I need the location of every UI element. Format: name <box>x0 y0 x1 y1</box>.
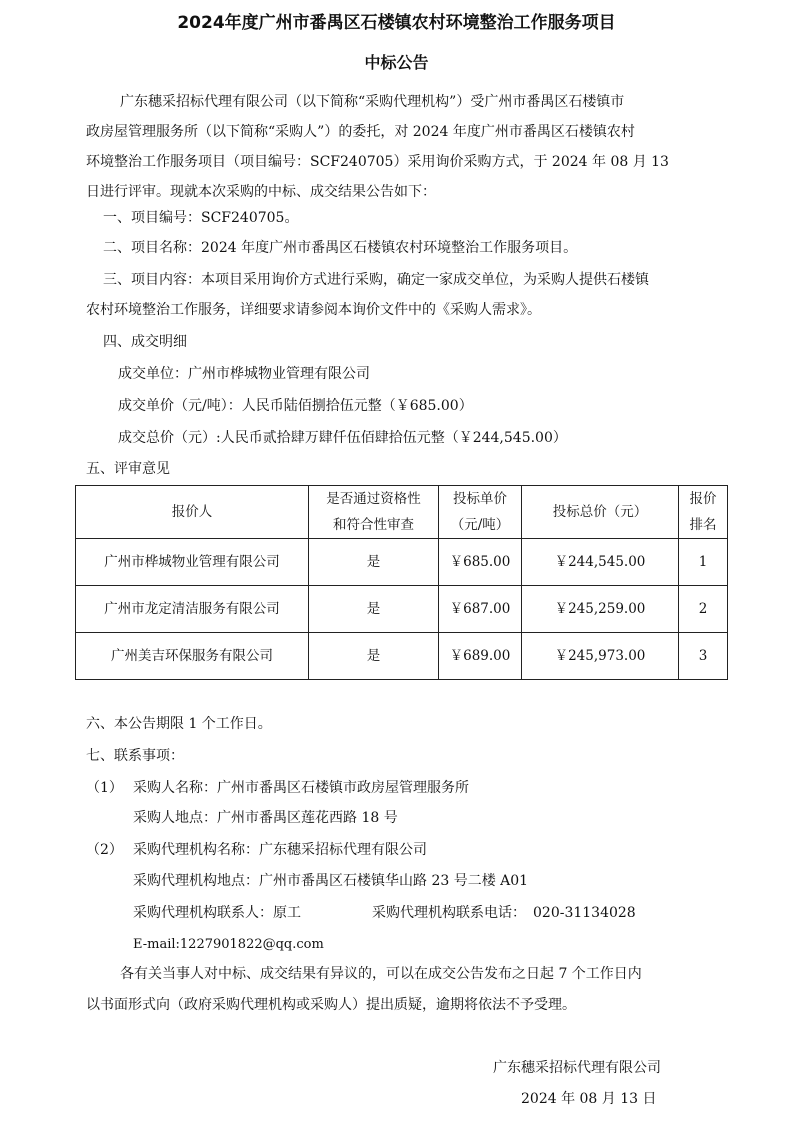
closing-line-2: 以书面形式向（政府采购代理机构或采购人）提出质疑，逾期将依法不予受理。 <box>86 997 576 1013</box>
agency-contact-person: 采购代理机构联系人：原工 <box>133 905 301 921</box>
intro-line-4: 日进行评审。现就本次采购的中标、成交结果公告如下： <box>86 184 436 200</box>
cell-bidder: 广州美吉环保服务有限公司 <box>76 633 309 680</box>
review-table <box>75 485 728 680</box>
purchaser-address: 采购人地点：广州市番禺区莲花西路 18 号 <box>133 810 398 826</box>
item-project-name: 二、项目名称：2024 年度广州市番禺区石楼镇农村环境整治工作服务项目。 <box>103 240 578 256</box>
intro-line-1: 广东穗采招标代理有限公司（以下简称“采购代理机构”）受广州市番禺区石楼镇市 <box>120 94 625 110</box>
signature-organization: 广东穗采招标代理有限公司 <box>493 1060 661 1076</box>
agency-phone: 采购代理机构联系电话： 020-31134028 <box>372 905 636 921</box>
header-unit-price: 投标单价 （元/吨） <box>439 486 522 539</box>
item-deal-details: 四、成交明细 <box>103 334 187 350</box>
table-row <box>76 539 728 586</box>
table-row <box>76 586 728 633</box>
cell-total-price: ￥244,545.00 <box>522 539 679 586</box>
cell-bidder: 广州市龙定清洁服务有限公司 <box>76 586 309 633</box>
cell-rank: 3 <box>679 633 728 680</box>
deal-total-price: 成交总价（元）:人民币贰拾肆万肆仟伍佰肆拾伍元整（￥244,545.00） <box>118 430 567 446</box>
agency-address: 采购代理机构地点：广州市番禺区石楼镇华山路 23 号二楼 A01 <box>133 873 529 889</box>
agency-name: 采购代理机构名称：广东穗采招标代理有限公司 <box>133 842 427 858</box>
cell-qualified: 是 <box>309 633 439 680</box>
item-project-content-line-1: 三、项目内容：本项目采用询价方式进行采购，确定一家成交单位，为采购人提供石楼镇 <box>103 272 649 288</box>
header-rank: 报价 排名 <box>679 486 728 539</box>
item-project-number: 一、项目编号：SCF240705。 <box>103 210 299 226</box>
signature-date: 2024 年 08 月 13 日 <box>521 1091 657 1107</box>
table-row <box>76 633 728 680</box>
agency-email: E-mail:1227901822@qq.com <box>133 937 324 952</box>
cell-unit-price: ￥689.00 <box>439 633 522 680</box>
cell-total-price: ￥245,259.00 <box>522 586 679 633</box>
cell-bidder: 广州市桦城物业管理有限公司 <box>76 539 309 586</box>
document-subtitle: 中标公告 <box>364 53 429 72</box>
deal-unit-price: 成交单价（元/吨）：人民币陆佰捌拾伍元整（￥685.00） <box>118 398 473 414</box>
closing-line-1: 各有关当事人对中标、成交结果有异议的，可以在成交公告发布之日起 7 个工作日内 <box>120 966 642 982</box>
header-qualification: 是否通过资格性 和符合性审查 <box>309 486 439 539</box>
header-bidder: 报价人 <box>76 486 309 539</box>
contact-2-label: （2） <box>86 842 123 858</box>
deal-unit: 成交单位：广州市桦城物业管理有限公司 <box>118 366 370 382</box>
intro-line-2: 政房屋管理服务所（以下简称“采购人”）的委托，对 2024 年度广州市番禺区石楼镇农村 <box>86 124 635 140</box>
cell-total-price: ￥245,973.00 <box>522 633 679 680</box>
intro-line-3: 环境整治工作服务项目（项目编号：SCF240705）采用询价采购方式，于 2024 年 08 月 13 <box>86 154 669 170</box>
cell-rank: 2 <box>679 586 728 633</box>
item-contact: 七、联系事项： <box>86 748 184 764</box>
header-total-price: 投标总价（元） <box>522 486 679 539</box>
cell-rank: 1 <box>679 539 728 586</box>
contact-1-label: （1） <box>86 780 123 796</box>
cell-unit-price: ￥685.00 <box>439 539 522 586</box>
purchaser-name: 采购人名称：广州市番禺区石楼镇市政房屋管理服务所 <box>133 780 469 796</box>
item-notice-period: 六、本公告期限 1 个工作日。 <box>86 716 272 732</box>
item-project-content-line-2: 农村环境整治工作服务，详细要求请参阅本询价文件中的《采购人需求》。 <box>86 302 541 318</box>
cell-unit-price: ￥687.00 <box>439 586 522 633</box>
table-header-row <box>76 486 728 539</box>
document-title: 2024年度广州市番禺区石楼镇农村环境整治工作服务项目 <box>177 13 616 33</box>
cell-qualified: 是 <box>309 539 439 586</box>
cell-qualified: 是 <box>309 586 439 633</box>
item-review-opinion: 五、评审意见 <box>86 461 170 477</box>
